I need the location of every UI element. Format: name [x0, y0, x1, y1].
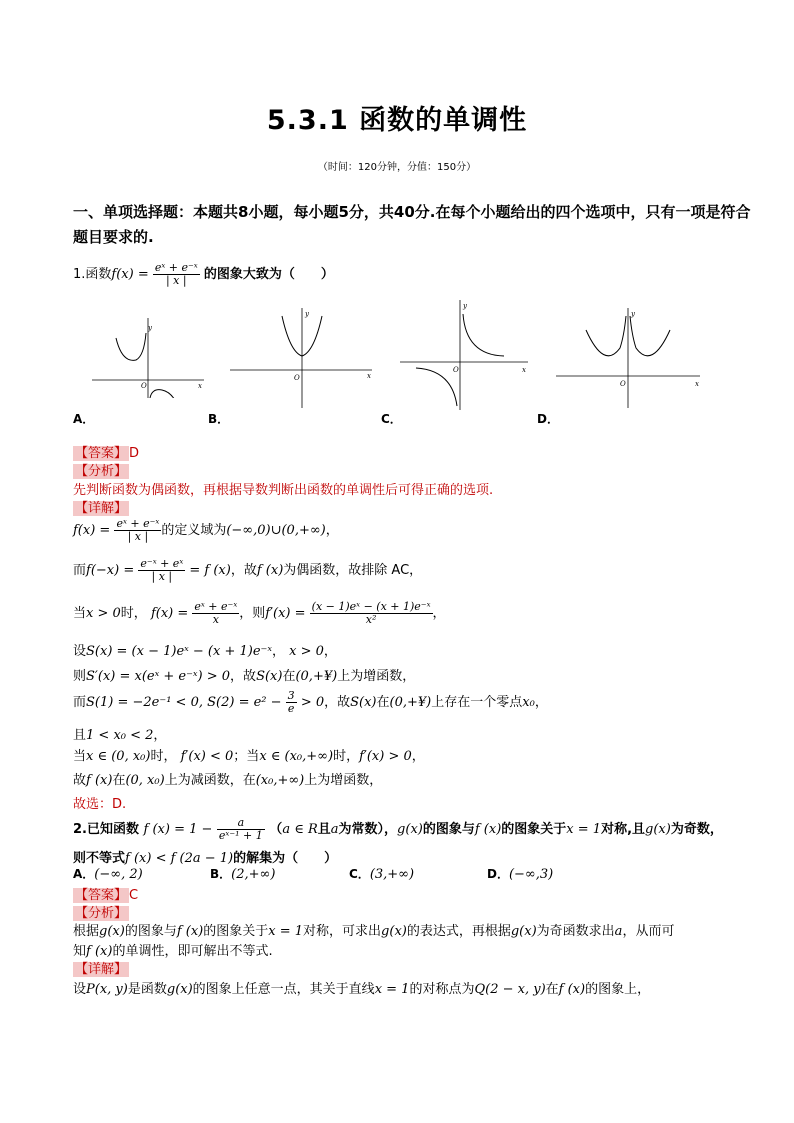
q2-option-d: D．(−∞,3) [487, 867, 554, 882]
page-title: 5.3.1 函数的单调性 [266, 105, 528, 136]
q1-a-x-label: x [198, 382, 202, 390]
q1-detail-line-6: 而S(1) = −2e⁻¹ < 0, S(2) = e² − $\frac{3}{e}$ > 0，故S(x)在(0,+¥)上存在一个零点x₀， [73, 689, 548, 715]
q1-detail-line-5: 则S′(x) = x(eˣ + e⁻ˣ) > 0，故S(x)在(0,+¥)上为增函数， [73, 669, 416, 684]
q1-option-a: A． [73, 412, 95, 426]
q1-graph-d [556, 308, 706, 408]
q1-d-x-label: x [695, 380, 699, 388]
q1-d-y-label: y [631, 310, 635, 318]
q2-answer: 【答案】 C [75, 888, 139, 903]
q1-answer: 【答案】 D [75, 446, 140, 461]
q1-graph-a [92, 318, 210, 398]
q1-graph-b [230, 308, 378, 408]
q1-c-x-label: x [522, 366, 526, 374]
q1-analysis: 先判断函数为偶函数，再根据导数判断出函数的单调性后可得正确的选项. [73, 483, 494, 498]
q2-options: A．(−∞, 2) [73, 867, 143, 882]
q1-detail-line-7: 且1 < x₀ < 2， [73, 728, 167, 743]
q2-analysis-line-2: 知f (x)的单调性，即可解出不等式. [73, 944, 273, 959]
q1-detail-tag: 【详解】 [75, 501, 128, 516]
q1-b-origin: O [294, 374, 300, 382]
q1-detail-line-2: 而f(−x) = $\frac{\text{e⁻ˣ + eˣ}}{| x |}$ = f (x)，故f (x)为偶函数，故排除 AC， [73, 557, 423, 583]
page-subtitle: （时间：120分钟，分值：150分） [317, 162, 477, 173]
q2-detail-tag: 【详解】 [75, 962, 128, 977]
q2-stem-line-2: 则不等式f (x) < f (2a − 1)的解集为（ ） [73, 851, 338, 866]
q1-d-origin: O [620, 380, 626, 388]
q1-analysis-tag: 【分析】 [75, 464, 128, 479]
q1-detail-line-3: 当x > 0时， f(x) = $\frac{\text{eˣ + e⁻ˣ}}{x}$ ，则f′(x) = $\frac{\text{(x − 1)eˣ − (x + 1)e⁻ˣ}}{\text{x²}}$ ， [73, 600, 446, 626]
q1-a-y-label: y [148, 324, 152, 332]
q2-stem-line-1: 2.已知函数 f (x) = 1 − $\frac{a}{\text{eˣ⁻¹ + 1}}$ （a ∈ R且a为常数），g(x)的图象与f (x)的图象关于x = 1对称,且g(x)为奇数， [73, 816, 723, 842]
q2-option-b: B．(2,+∞) [210, 867, 276, 882]
q2-analysis-line-1: 根据g(x)的图象与f (x)的图象关于x = 1对称，可求出g(x)的表达式，再根据g(x)为奇函数求出a，从而可 [73, 924, 675, 939]
q1-detail-line-9: 故f (x)在(0, x₀)上为减函数，在(x₀,+∞)上为增函数， [73, 773, 383, 788]
q1-option-d: D． [537, 412, 559, 426]
section-heading: 一、单项选择题：本题共8小题，每小题5分，共40分.在每个小题给出的四个选项中，只有一项是符合题目要求的. [73, 203, 751, 246]
q2-analysis-tag: 【分析】 [75, 906, 128, 921]
q1-b-y-label: y [305, 310, 309, 318]
q1-stem: 1.函数f(x) = $\frac{\text{eˣ + e⁻ˣ}}{| x |}$ 的图象大致为（ ） [73, 261, 334, 287]
q1-option-c: C． [381, 412, 402, 426]
q1-detail-line-4: 设S(x) = (x − 1)eˣ − (x + 1)e⁻ˣ， x > 0， [73, 644, 337, 659]
q1-conclusion: 故选：D. [73, 797, 127, 812]
q1-a-origin: O [141, 382, 147, 390]
q1-c-y-label: y [463, 302, 467, 310]
q1-option-b: B． [208, 412, 230, 426]
q2-option-c: C．(3,+∞) [349, 867, 415, 882]
q1-detail-line-8: 当x ∈ (0, x₀)时， f′(x) < 0；当x ∈ (x₀,+∞)时，f′(x) > 0， [73, 749, 425, 764]
q1-detail-line-1: f(x) = $\frac{\text{eˣ + e⁻ˣ}}{| x |}$ 的定义域为(−∞,0)∪(0,+∞)， [73, 517, 339, 543]
q1-c-origin: O [453, 366, 459, 374]
q1-graph-c [400, 300, 535, 410]
q2-detail-line-1: 设P(x, y)是函数g(x)的图象上任意一点，其关于直线x = 1的对称点为Q(2 − x, y)在f (x)的图象上， [73, 982, 651, 997]
q1-b-x-label: x [367, 372, 371, 380]
